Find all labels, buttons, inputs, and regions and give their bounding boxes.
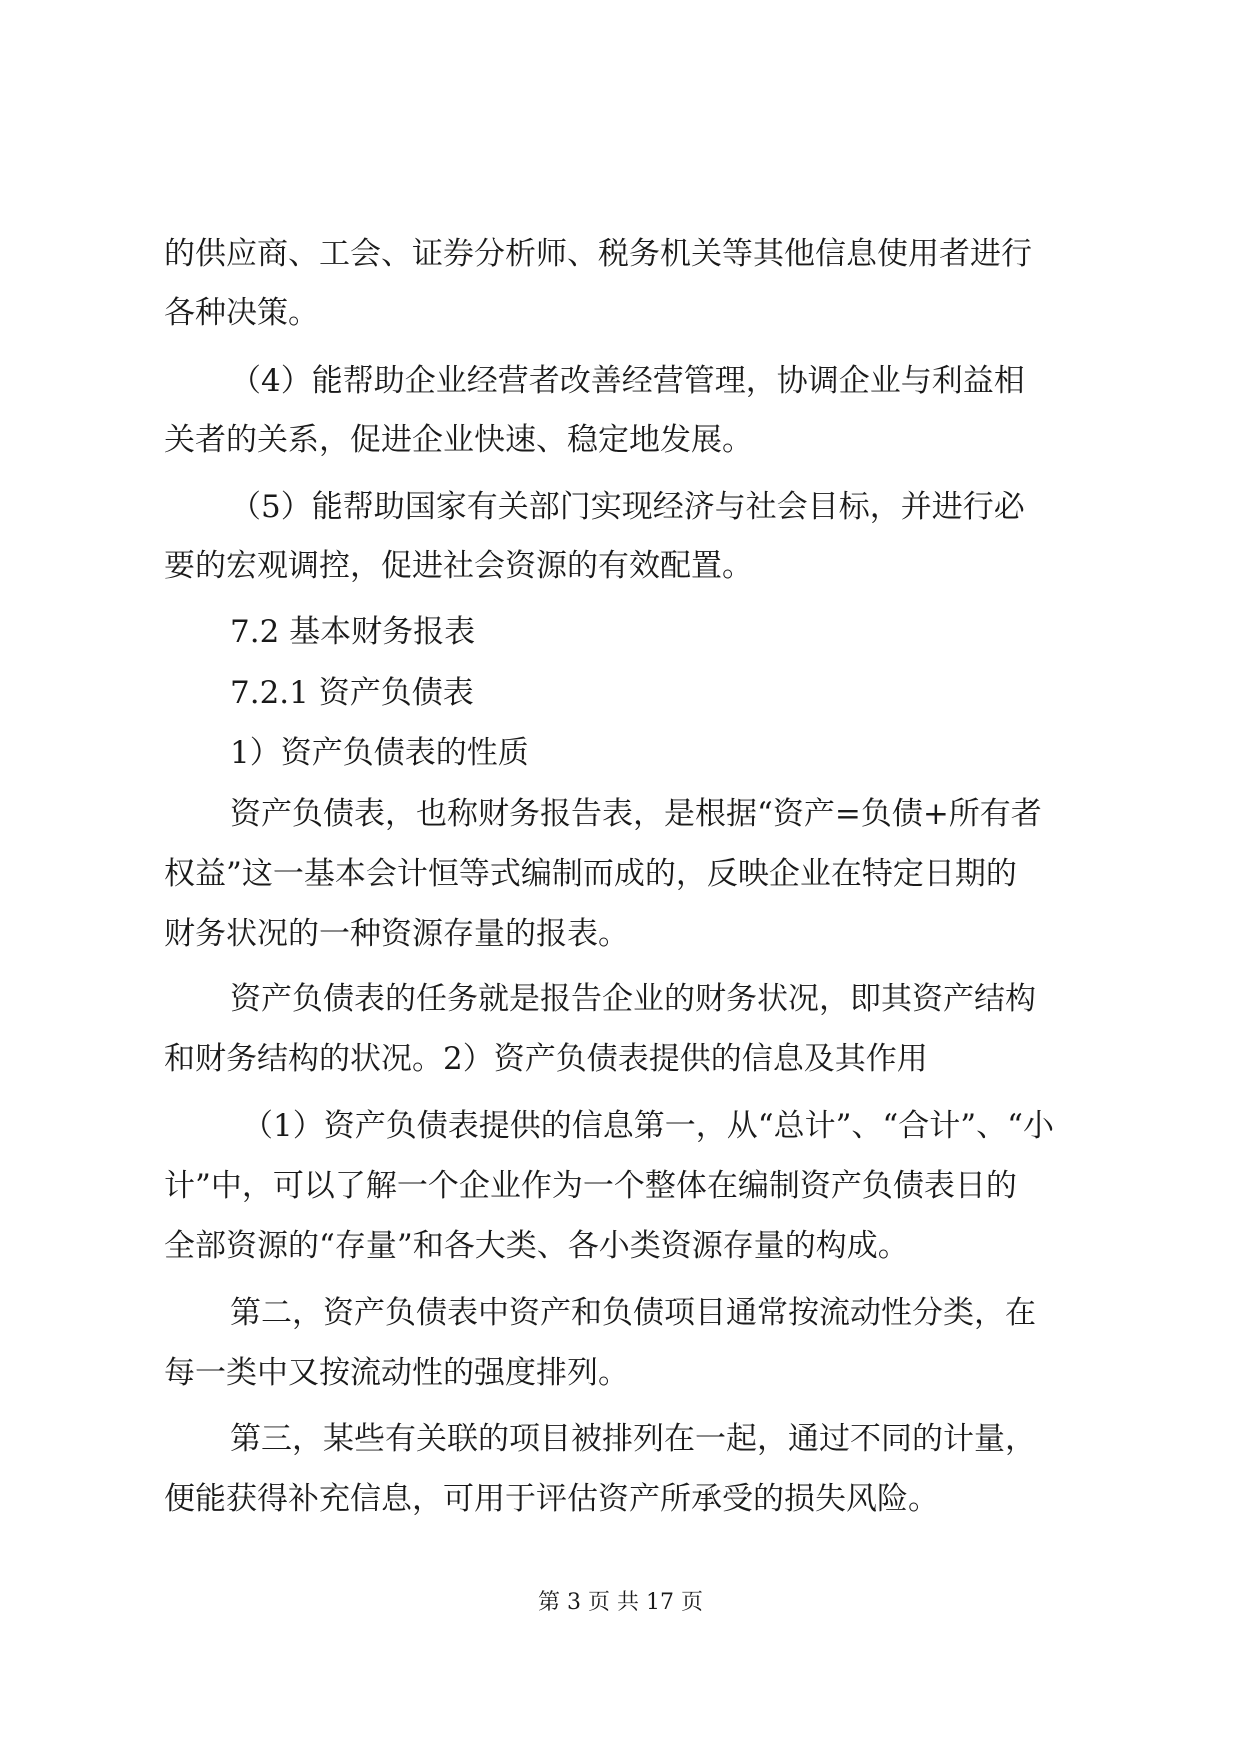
list-item-5-line: （5）能帮助国家有关部门实现经济与社会目标，并进行必 — [230, 489, 1025, 525]
body-text-line: 计”中，可以了解一个企业作为一个整体在编制资产负债表日的 — [164, 1168, 1017, 1204]
body-text-line: 便能获得补充信息，可用于评估资产所承受的损失风险。 — [164, 1481, 939, 1517]
body-text-line: 要的宏观调控，促进社会资源的有效配置。 — [164, 548, 753, 584]
body-text-line: 权益”这一基本会计恒等式编制而成的，反映企业在特定日期的 — [164, 856, 1017, 892]
body-text-line: 全部资源的“存量”和各大类、各小类资源存量的构成。 — [164, 1228, 909, 1264]
body-text-line: 第三，某些有关联的项目被排列在一起，通过不同的计量， — [230, 1421, 1036, 1457]
page-number-footer: 第 3 页 共 17 页 — [538, 1590, 703, 1615]
body-text-line: 每一类中又按流动性的强度排列。 — [164, 1355, 629, 1391]
body-text-line: 第二，资产负债表中资产和负债项目通常按流动性分类，在 — [230, 1295, 1036, 1331]
body-text-line: 资产负债表的任务就是报告企业的财务状况，即其资产结构 — [230, 981, 1036, 1017]
body-text-line: 各种决策。 — [164, 295, 319, 331]
body-text-line: 资产负债表，也称财务报告表，是根据“资产=负债+所有者 — [230, 796, 1042, 832]
section-heading: 7.2 基本财务报表 — [230, 614, 476, 650]
subsection-heading: 7.2.1 资产负债表 — [230, 675, 474, 711]
topic-heading: 1）资产负债表的性质 — [230, 735, 529, 771]
list-item-4-line: （4）能帮助企业经营者改善经营管理，协调企业与利益相 — [230, 363, 1025, 399]
body-text-line: （1）资产负债表提供的信息第一，从“总计”、“合计”、“小 — [242, 1108, 1054, 1144]
body-text-line: 财务状况的一种资源存量的报表。 — [164, 916, 629, 952]
body-text-line: 和财务结构的状况。2）资产负债表提供的信息及其作用 — [164, 1041, 928, 1077]
body-text-line: 关者的关系，促进企业快速、稳定地发展。 — [164, 422, 753, 458]
body-text-line: 的供应商、工会、证券分析师、税务机关等其他信息使用者进行 — [164, 236, 1032, 272]
